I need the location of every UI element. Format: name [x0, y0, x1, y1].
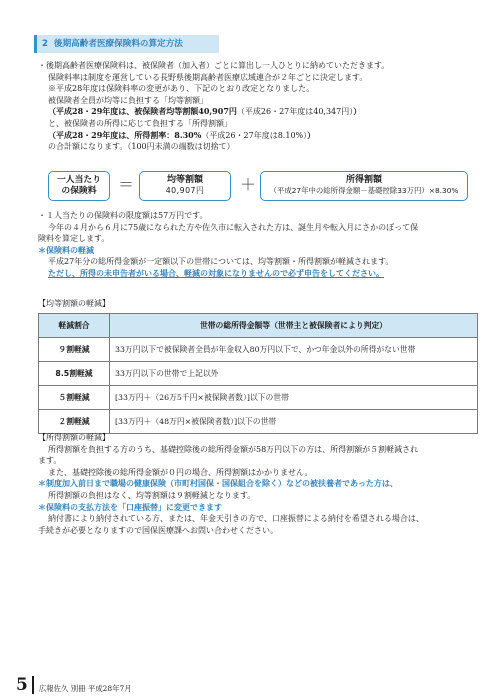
- reduction-rate-cell: ５割軽減: [39, 386, 110, 410]
- publication-name: 広報佐久 別冊 平成28年7月: [38, 683, 132, 693]
- reduction-heading: ＊保険料の軽減: [38, 245, 94, 255]
- reduction-rate-cell: 8.5割軽減: [39, 362, 110, 386]
- table-caption: 【均等割額の軽減】: [38, 299, 110, 308]
- table-row: [39, 338, 478, 362]
- insured-text: 所得割額の負担はなく、均等割額は９割軽減となります。: [48, 490, 256, 500]
- condition-cell: [33万円＋（48万円×被保険者数）]以下の世帯: [110, 410, 478, 434]
- equal-rate-line: （平成28・29年度は、被保険者均等割額40,907円（平成26・27年度は40,347円））: [48, 106, 362, 117]
- footer-divider: [32, 676, 34, 694]
- section-heading: [34, 35, 219, 53]
- payment-text: 納付書により納付されている方、または、年金天引きの方で、口座振替による納付を希望される場合は、: [48, 514, 424, 524]
- condition-cell: 33万円以下の世帯で上記以外: [110, 362, 478, 386]
- intro-line: ※平成28年度は保険料率の変更があり、下記のとおり改定となりました。: [48, 84, 315, 94]
- income-reduction-line: 所得割額を負担する方のうち、基礎控除後の総所得金額が58万円以下の方は、所得割額が５割軽減され: [48, 444, 419, 454]
- condition-cell: [33万円＋（26万5千円×被保険者数）]以下の世帯: [110, 386, 478, 410]
- section-number: 2: [42, 38, 48, 49]
- equals-sign: ＝: [118, 175, 135, 194]
- income-line: と、被保険者の所得に応じて負担する「所得割額」: [48, 118, 232, 128]
- reduction-text: 平成27年分の総所得金額が一定額以下の世帯については、均等割額・所得割額が軽減されます。: [48, 257, 394, 267]
- intro-line: ・後期高齢者医療保険料は、被保険者（加入者）ごとに算出し一人ひとりに納めていただきます。: [38, 61, 390, 70]
- income-share-box: 所得割額 （平成27年中の総所得金額－基礎控除33万円）×8.30%: [260, 171, 468, 201]
- income-reduction-line: また、基礎控除後の総所得金額が０円の場合、所得割額はかかりません。: [48, 467, 313, 477]
- intro-block: [38, 60, 478, 153]
- table-header-row: [39, 314, 478, 338]
- reduction-rate-cell: ９割軽減: [39, 338, 110, 362]
- insured-heading: ＊制度加入前日まで職場の健康保険（市町村国保・国保組合を除く）などの被扶養者であった方は、: [38, 479, 398, 489]
- income-caption: 【所得割額の軽減】: [38, 433, 110, 442]
- limit-line: ・１人当たりの保険料の限度額は57万円です。: [38, 211, 208, 220]
- plus-sign: ＋: [240, 175, 257, 194]
- equal-share-box: 均等割額 40,907円: [139, 171, 231, 201]
- table-row: [39, 362, 478, 386]
- intro-line: 被保険者全員が均等に負担する「均等割額」: [48, 95, 208, 105]
- condition-cell: 33万円以下で被保険者全員が年金収入80万円以下で、かつ年金以外の所得がない世帯: [110, 338, 478, 362]
- payment-heading: ＊保険料の支払方法を「口座振替」に変更できます: [38, 502, 222, 512]
- intro-line: 保険料率は制度を運営している長野県後期高齢者医療広域連合が２年ごとに決定します。: [48, 72, 368, 82]
- income-reduction-block: [38, 432, 478, 536]
- reduction-warning: ただし、所得の未申告者がいる場合、軽減の対象になりませんので必ず申告をしてください。: [48, 268, 384, 278]
- income-reduction-line: ます。: [38, 456, 62, 466]
- page-footer: [16, 676, 132, 694]
- reduction-table: [38, 313, 478, 434]
- limit-line: 今年の４月から６月に75歳になられた方や佐久市に転入された方は、誕生月や転入月にさかのぼって保: [48, 222, 419, 232]
- table-row: [39, 410, 478, 434]
- table-header-cell: 軽減割合: [39, 314, 110, 338]
- reduction-rate-cell: ２割軽減: [39, 410, 110, 434]
- sum-line: の合計額になります。（100円未満の端数は切捨て）: [48, 142, 235, 152]
- limit-line: 険料を算定します。: [38, 234, 110, 244]
- income-rate-line: （平成28・29年度は、所得割率：8.30%（平成26・27年度は8.10%））: [48, 129, 316, 140]
- limit-block: [38, 210, 478, 280]
- table-header-cell: 世帯の総所得金額等（世帯主と被保険者により判定）: [110, 314, 478, 338]
- premium-formula: [48, 168, 468, 204]
- per-person-box: 一人当たり の保険料: [48, 171, 110, 201]
- table-row: [39, 386, 478, 410]
- section-title: 後期高齢者医療保険料の算定方法: [53, 38, 183, 49]
- payment-text: 手続きが必要となりますので国保医療課へお問い合わせください。: [38, 525, 278, 535]
- page-number: 5: [16, 675, 28, 695]
